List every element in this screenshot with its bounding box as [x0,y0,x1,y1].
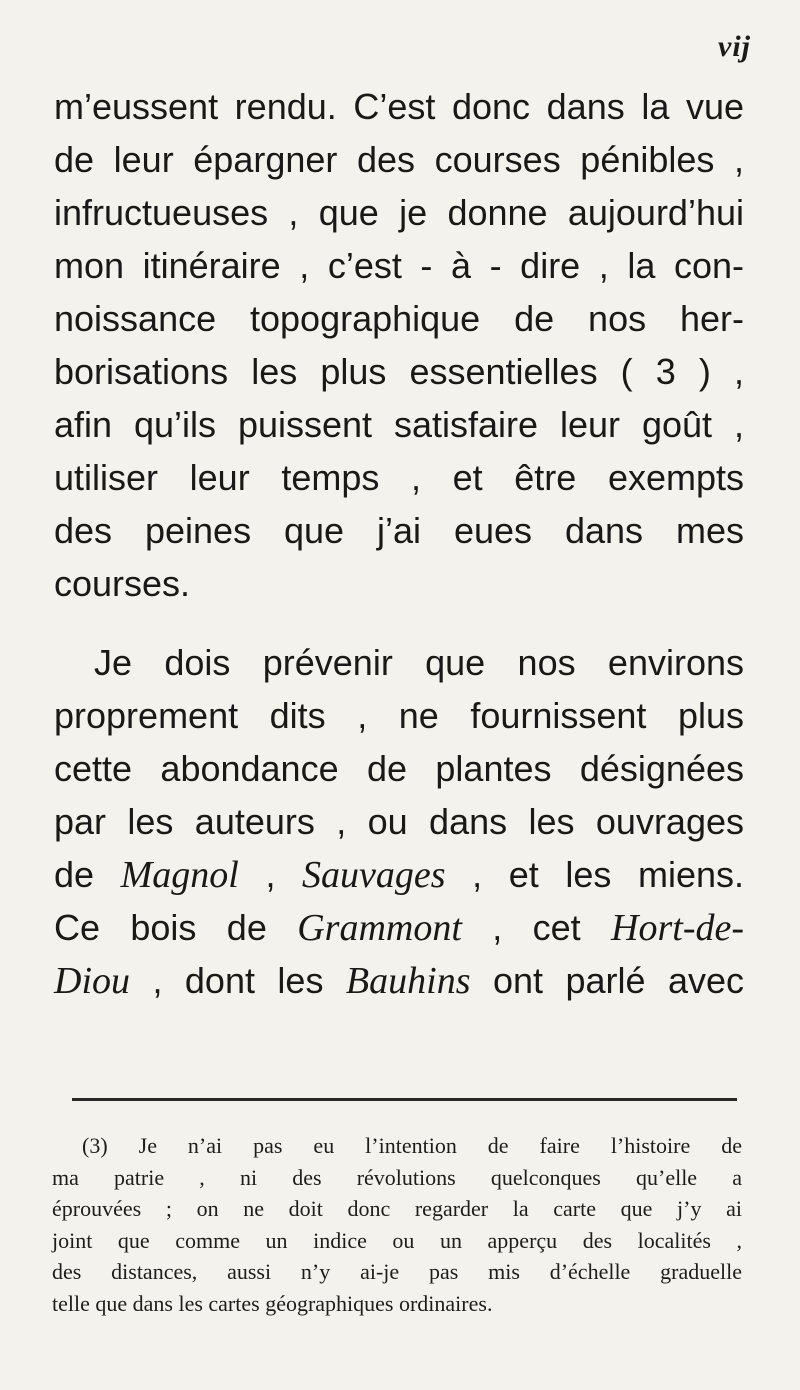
text-run: , et les miens. [445,854,745,895]
paragraph-gap [54,610,744,636]
text-line: proprement dits , ne fournissent plus [54,695,744,736]
text-line: courses. [54,563,191,604]
footnote-line: telle que dans les cartes géographiques ordinaires. [52,1290,493,1316]
text-run: , [238,854,303,895]
text-line: borisations les plus essentielles ( 3 ) , [54,351,744,392]
footnote-line: des distances, aussi n’y ai-je pas mis d’échelle graduelle [52,1259,742,1284]
text-line: cette abondance de plantes désignées [54,748,744,789]
place-name-diou: Diou [54,960,130,1002]
footnote-separator-rule [72,1098,737,1101]
page-number: vij [718,30,751,63]
place-name-hort-de: Hort-de- [611,907,745,949]
text-line: des peines que j’ai eues dans mes [54,510,744,551]
text-line: utiliser leur temps , et être exempts [54,457,744,498]
author-name-sauvages: Sauvages [302,854,446,896]
footnote-line: (3) Je n’ai pas eu l’intention de faire l’histoire de [82,1133,742,1158]
text-line: de leur épargner des courses pénibles , [54,139,744,180]
footnote [52,1130,742,1319]
text-run: de [54,854,121,895]
main-text [54,80,744,1007]
text-line [54,848,744,901]
author-name-magnol: Magnol [120,854,239,896]
text-line: par les auteurs , ou dans les ouvrages [54,801,744,842]
text-run: Ce bois de [54,907,298,948]
text-run: , cet [461,907,612,948]
text-line [54,901,744,954]
text-line: mon itinéraire , c’est - à - dire , la con- [54,245,744,286]
text-line: infructueuses , que je donne aujourd’hui [54,192,744,233]
footnote-line: éprouvées ; on ne doit donc regarder la carte que j’y ai [52,1196,742,1221]
footnote-line: ma patrie , ni des révolutions quelconques qu’elle a [52,1164,742,1190]
text-run: ont parlé avec [470,960,744,1001]
text-line: afin qu’ils puissent satisfaire leur goût , [54,404,744,445]
text-line: m’eussent rendu. C’est donc dans la vue [54,86,744,127]
footnote-line: joint que comme un indice ou un apperçu des localités , [52,1227,742,1253]
text-run: , dont les [130,960,346,1001]
author-name-bauhins: Bauhins [345,960,471,1002]
text-line: noissance topographique de nos her- [54,298,744,339]
text-line: Je dois prévenir que nos environs [94,642,744,683]
place-name-grammont: Grammont [297,907,462,949]
text-line [54,954,744,1007]
